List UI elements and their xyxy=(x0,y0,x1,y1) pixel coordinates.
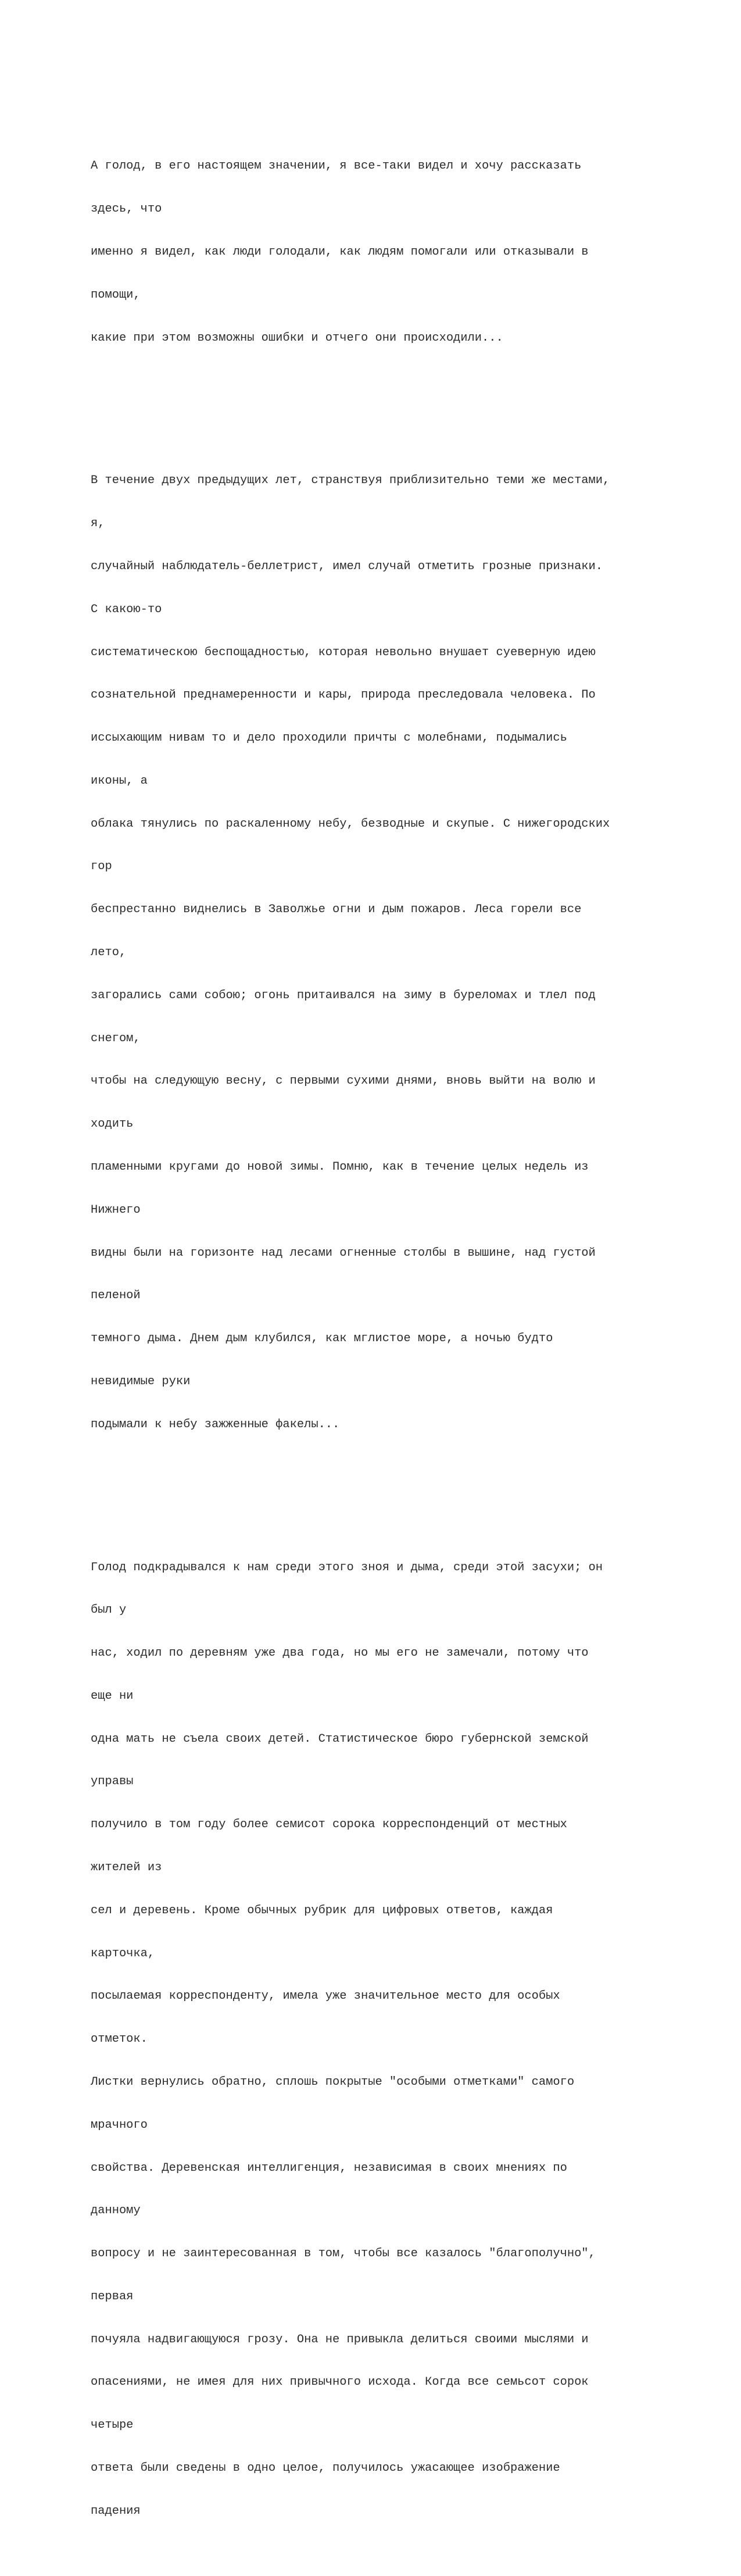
text-line: пламенными кругами до новой зимы. Помню, как в течение целых недель из xyxy=(91,1160,589,1174)
text-line: беспрестанно виднелись в Заволжье огни и дым пожаров. Леса горели все xyxy=(91,903,582,917)
text-line: С какою-то xyxy=(91,602,162,616)
paragraph-spacer xyxy=(91,1489,707,1504)
text-line: Листки вернулись обратно, сплошь покрытые "особыми отметками" самого xyxy=(91,2075,575,2089)
text-line: иссыхающим нивам то и дело проходили причты с молебнами, подымались xyxy=(91,731,567,745)
text-line: опасениями, не имея для них привычного исхода. Когда все семьсот сорок xyxy=(91,2375,589,2389)
text-line: получило в том году более семисот сорока корреспонденций от местных xyxy=(91,1818,567,1832)
text-line: еще ни xyxy=(91,1689,134,1703)
text-line: видны были на горизонте над лесами огненные столбы в вышине, над густой xyxy=(91,1246,596,1260)
document-body xyxy=(91,102,707,2576)
text-line: данному xyxy=(91,2204,141,2218)
text-line: первая xyxy=(91,2289,134,2303)
text-line: сознательной преднамеренности и кары, природа преследовала человека. По xyxy=(91,688,596,702)
text-line: был у xyxy=(91,1603,127,1617)
text-line: лето, xyxy=(91,946,127,960)
text-line: нас, ходил по деревням уже два года, но мы его не замечали, потому что xyxy=(91,1646,589,1660)
text-line: облака тянулись по раскаленному небу, безводные и скупые. С нижегородских xyxy=(91,817,610,831)
text-line: какие при этом возможны ошибки и отчего они происходили... xyxy=(91,331,503,345)
text-line: здесь, что xyxy=(91,202,162,216)
text-line: одна мать не съела своих детей. Статистическое бюро губернской земской xyxy=(91,1732,589,1746)
text-line: случайный наблюдатель-беллетрист, имел случай отметить грозные признаки. xyxy=(91,560,603,573)
text-line: Нижнего xyxy=(91,1203,141,1217)
text-line: четыре xyxy=(91,2418,134,2432)
text-line: почуяла надвигающуюся грозу. Она не привыкла делиться своими мыслями и xyxy=(91,2332,589,2346)
text-line: карточка, xyxy=(91,1946,155,1960)
text-line: ответа были сведены в одно целое, получилось ужасающее изображение xyxy=(91,2461,560,2475)
text-line: пеленой xyxy=(91,1289,141,1303)
text-line: помощи, xyxy=(91,288,141,302)
text-line: жителей из xyxy=(91,1861,162,1875)
paragraph-2 xyxy=(91,445,707,1460)
text-line: падения xyxy=(91,2504,141,2518)
text-line: посылаемая корреспонденту, имела уже значительное место для особых xyxy=(91,1989,560,2003)
text-line: сел и деревень. Кроме обычных рубрик для цифровых ответов, каждая xyxy=(91,1903,553,1917)
text-line: иконы, а xyxy=(91,774,148,788)
text-line: вопросу и не заинтересованная в том, чтобы все казалось "благополучно", xyxy=(91,2247,596,2261)
paragraph-1 xyxy=(91,131,707,374)
text-line: ходить xyxy=(91,1117,134,1131)
text-line: Голод подкрадывался к нам среди этого зноя и дыма, среди этой засухи; он xyxy=(91,1560,603,1574)
text-line: систематическою беспощадностью, которая невольно внушает суеверную идею xyxy=(91,645,596,659)
text-line: темного дыма. Днем дым клубился, как мглистое море, а ночью будто xyxy=(91,1332,553,1346)
text-line: А голод, в его настоящем значении, я все-таки видел и хочу рассказать xyxy=(91,159,582,173)
text-line: свойства. Деревенская интеллигенция, независимая в своих мнениях по xyxy=(91,2161,567,2175)
text-line: мрачного xyxy=(91,2118,148,2132)
text-line: именно я видел, как люди голодали, как людям помогали или отказывали в xyxy=(91,245,589,259)
text-line: подымали к небу зажженные факелы... xyxy=(91,1417,340,1431)
text-line: я, xyxy=(91,517,105,531)
text-line: снегом, xyxy=(91,1031,141,1045)
paragraph-3 xyxy=(91,1532,707,2547)
text-line: чтобы на следующую весну, с первыми сухими днями, вновь выйти на волю и xyxy=(91,1074,596,1088)
paragraph-spacer xyxy=(91,402,707,417)
text-line: загорались сами собою; огонь притаивался на зиму в буреломах и тлел под xyxy=(91,988,596,1002)
text-line: отметок. xyxy=(91,2032,148,2046)
text-line: невидимые руки xyxy=(91,1374,191,1388)
text-line: гор xyxy=(91,860,112,874)
text-line: управы xyxy=(91,1775,134,1789)
text-line: В течение двух предыдущих лет, странствуя приблизительно теми же местами, xyxy=(91,474,610,488)
